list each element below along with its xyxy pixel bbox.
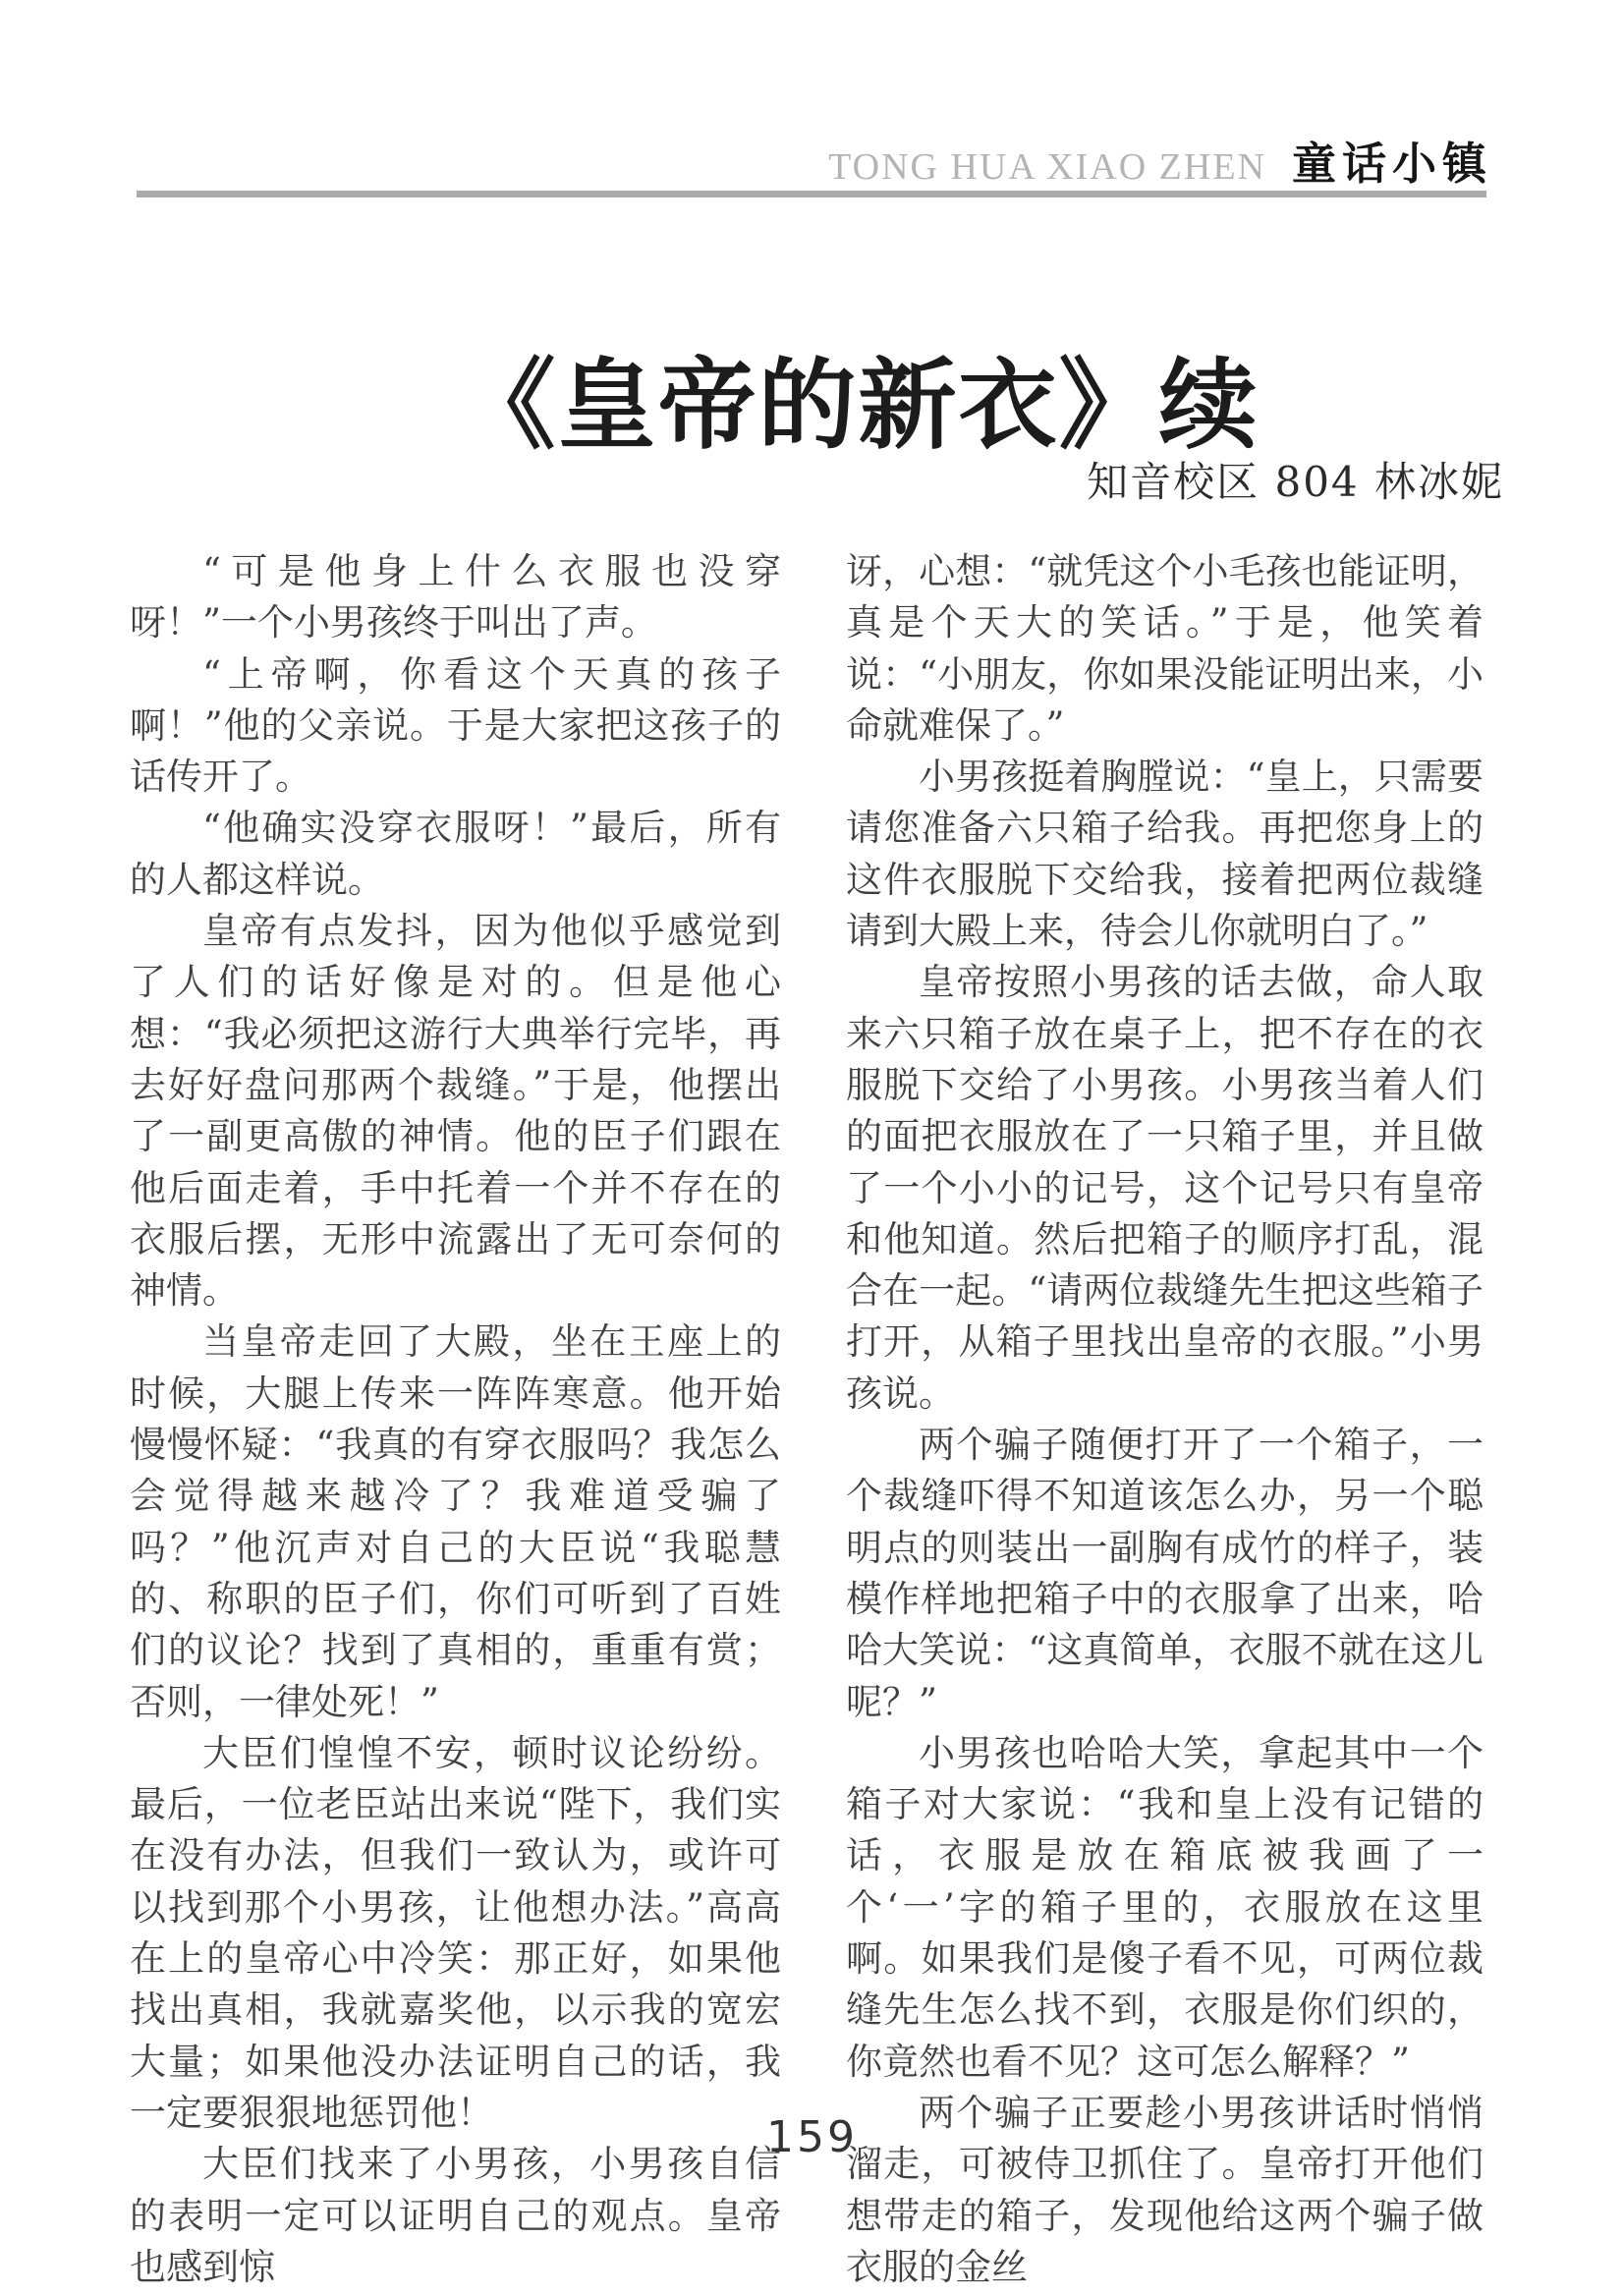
paragraph: 小男孩也哈哈大笑，拿起其中一个箱子对大家说：“我和皇上没有记错的话，衣服是放在箱底被我画了一个‘一’字的箱子里的，衣服放在这里啊。如果我们是傻子看不见，可两位裁缝先生怎么找不到，衣服是你们织的，你竟然也看不见？这可怎么解释？” — [846, 1731, 1484, 2083]
paragraph: “上帝啊，你看这个天真的孩子啊！”他的父亲说。于是大家把这孩子的话传开了。 — [130, 652, 781, 799]
paragraph: 当皇帝走回了大殿，坐在王座上的时候，大腿上传来一阵阵寒意。他开始慢慢怀疑：“我真的有穿衣服吗？我怎么会觉得越来越冷了？我难道受骗了吗？”他沉声对自己的大臣说“我聪慧的、称职的臣子们，你们可听到了百姓们的议论？找到了真相的，重重有赏；否则，一律处死！” — [130, 1320, 781, 1723]
header-divider — [137, 191, 1486, 197]
page-number: 159 — [766, 2112, 858, 2162]
paragraph: 大臣们找来了小男孩，小男孩自信的表明一定可以证明自己的观点。皇帝也感到惊 — [130, 2143, 781, 2288]
paragraph: 皇帝按照小男孩的话去做，命人取来六只箱子放在桌子上，把不存在的衣服脱下交给了小男孩。小男孩当着人们的面把衣服放在了一只箱子里，并且做了一个小小的记号，这个记号只有皇帝和他知道。然后把箱子的顺序打乱，混合在一起。“请两位裁缝先生把这些箱子打开，从箱子里找出皇帝的衣服。”小男孩说。 — [846, 961, 1484, 1415]
article-body — [130, 546, 1484, 2293]
right-column — [846, 546, 1484, 2293]
journal-title-pinyin: TONG HUA XIAO ZHEN — [828, 146, 1266, 188]
article-byline: 知音校区 804 林冰妮 — [1087, 458, 1504, 506]
journal-title: 童话小镇 — [1291, 138, 1492, 190]
page-header — [828, 128, 1492, 192]
paragraph: 两个骗子随便打开了一个箱子，一个裁缝吓得不知道该怎么办，另一个聪明点的则装出一副胸有成竹的样子，装模作样地把箱子中的衣服拿了出来，哈哈大笑说：“这真简单，衣服不就在这儿呢？” — [846, 1424, 1484, 1723]
paragraph: 皇帝有点发抖，因为他似乎感觉到了人们的话好像是对的。但是他心想：“我必须把这游行大典举行完毕，再去好好盘问那两个裁缝。”于是，他摆出了一副更高傲的神情。他的臣子们跟在他后面走着，手中托着一个并不存在的衣服后摆，无形中流露出了无可奈何的神情。 — [130, 910, 781, 1313]
paragraph: 大臣们惶惶不安，顿时议论纷纷。最后，一位老臣站出来说“陛下，我们实在没有办法，但我们一致认为，或许可以找到那个小男孩，让他想办法。”高高在上的皇帝心中冷笑：那正好，如果他找出真相，我就嘉奖他，以示我的宽宏大量；如果他没办法证明自己的话，我一定要狠狠地惩罚他！ — [130, 1731, 781, 2134]
article-title: 《皇帝的新衣》续 — [457, 347, 1260, 463]
paragraph: 两个骗子正要趁小男孩讲话时悄悄溜走，可被侍卫抓住了。皇帝打开他们想带走的箱子，发现他给这两个骗子做衣服的金丝 — [846, 2091, 1484, 2288]
paragraph: “可是他身上什么衣服也没穿呀！”一个小男孩终于叫出了声。 — [130, 550, 781, 644]
paragraph: “他确实没穿衣服呀！”最后，所有的人都这样说。 — [130, 807, 781, 901]
left-column — [130, 546, 781, 2293]
paragraph: 小男孩挺着胸膛说：“皇上，只需要请您准备六只箱子给我。再把您身上的这件衣服脱下交给我，接着把两位裁缝请到大殿上来，待会儿你就明白了。” — [846, 756, 1484, 953]
paragraph-continuation: 讶，心想：“就凭这个小毛孩也能证明，真是个天大的笑话。”于是，他笑着说：“小朋友，你如果没能证明出来，小命就难保了。” — [846, 550, 1484, 747]
